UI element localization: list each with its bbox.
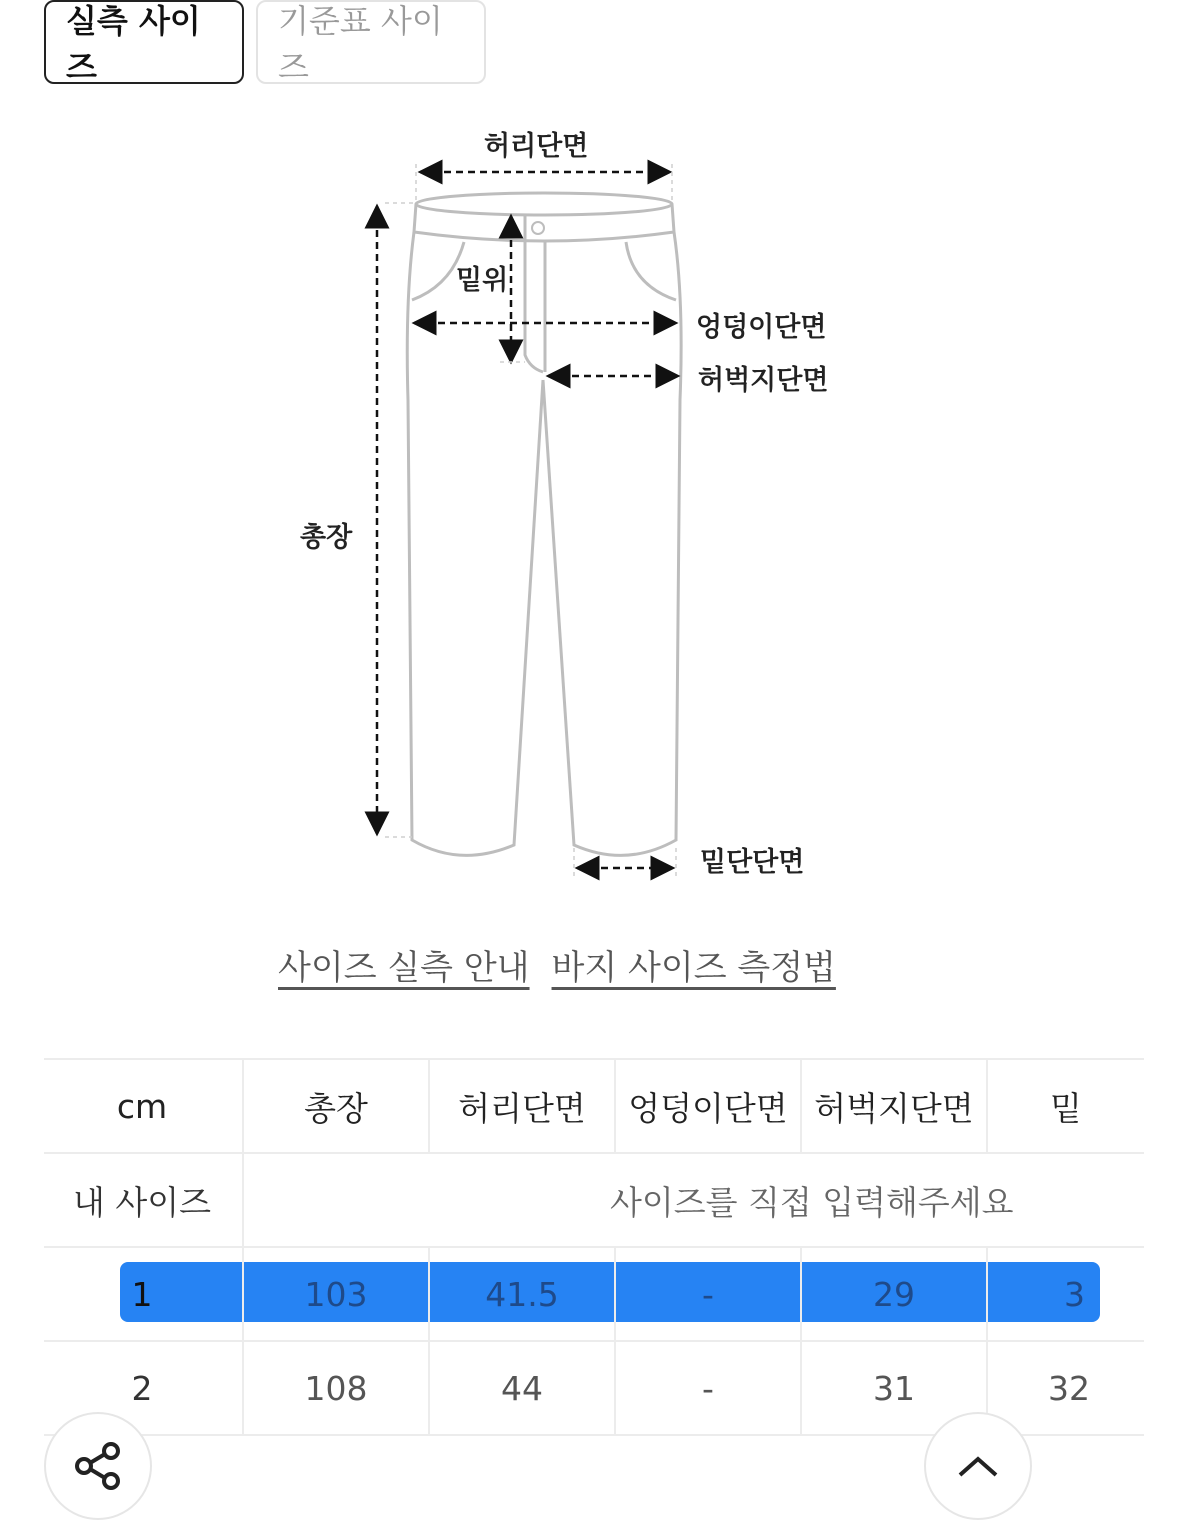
table-row[interactable] — [44, 1246, 1144, 1340]
measure-howto-link[interactable]: 바지 사이즈 측정법 — [551, 948, 836, 988]
size-tabs — [44, 0, 486, 84]
waist-value: 41.5 — [428, 1248, 614, 1340]
waist-value: 44 — [428, 1342, 614, 1434]
hip-value: - — [614, 1342, 800, 1434]
header-hip: 엉덩이단면 — [614, 1060, 800, 1152]
header-rise: 밑 — [986, 1060, 1172, 1152]
rise-value: 32 — [986, 1342, 1172, 1434]
tab-standard-size[interactable]: 기준표 사이즈 — [256, 0, 486, 84]
size-label: 1 — [131, 1274, 153, 1314]
chevron-up-icon — [956, 1451, 1000, 1481]
share-button[interactable] — [44, 1412, 152, 1520]
share-icon — [71, 1439, 125, 1493]
label-thigh: 허벅지단면 — [698, 365, 829, 396]
header-thigh: 허벅지단면 — [800, 1060, 986, 1152]
thigh-value: 31 — [800, 1342, 986, 1434]
label-rise: 밑위 — [456, 265, 509, 296]
scroll-top-button[interactable] — [924, 1412, 1032, 1520]
table-header-row — [44, 1058, 1144, 1152]
total-length-value: 103 — [242, 1248, 428, 1340]
pants-illustration — [0, 100, 1076, 900]
header-waist: 허리단면 — [428, 1060, 614, 1152]
size-guide-links — [278, 940, 836, 989]
label-total-length: 총장 — [300, 522, 353, 553]
tab-actual-size[interactable]: 실측 사이즈 — [44, 0, 244, 84]
size-guide-link[interactable]: 사이즈 실측 안내 — [278, 948, 530, 988]
label-waist: 허리단면 — [484, 131, 589, 162]
label-hip: 엉덩이단면 — [696, 312, 827, 343]
rise-value: 3 — [986, 1248, 1172, 1340]
pants-measurement-diagram — [0, 100, 1076, 900]
table-row-my-size — [44, 1152, 1144, 1246]
header-total-length: 총장 — [242, 1060, 428, 1152]
my-size-label: 내 사이즈 — [72, 1182, 211, 1222]
header-unit: cm — [116, 1086, 168, 1126]
label-hem: 밑단단면 — [700, 847, 805, 878]
my-size-input[interactable]: 사이즈를 직접 입력해주세요 — [242, 1154, 1192, 1246]
hip-value: - — [614, 1248, 800, 1340]
size-label: 2 — [131, 1368, 153, 1408]
total-length-value: 108 — [242, 1342, 428, 1434]
thigh-value: 29 — [800, 1248, 986, 1340]
